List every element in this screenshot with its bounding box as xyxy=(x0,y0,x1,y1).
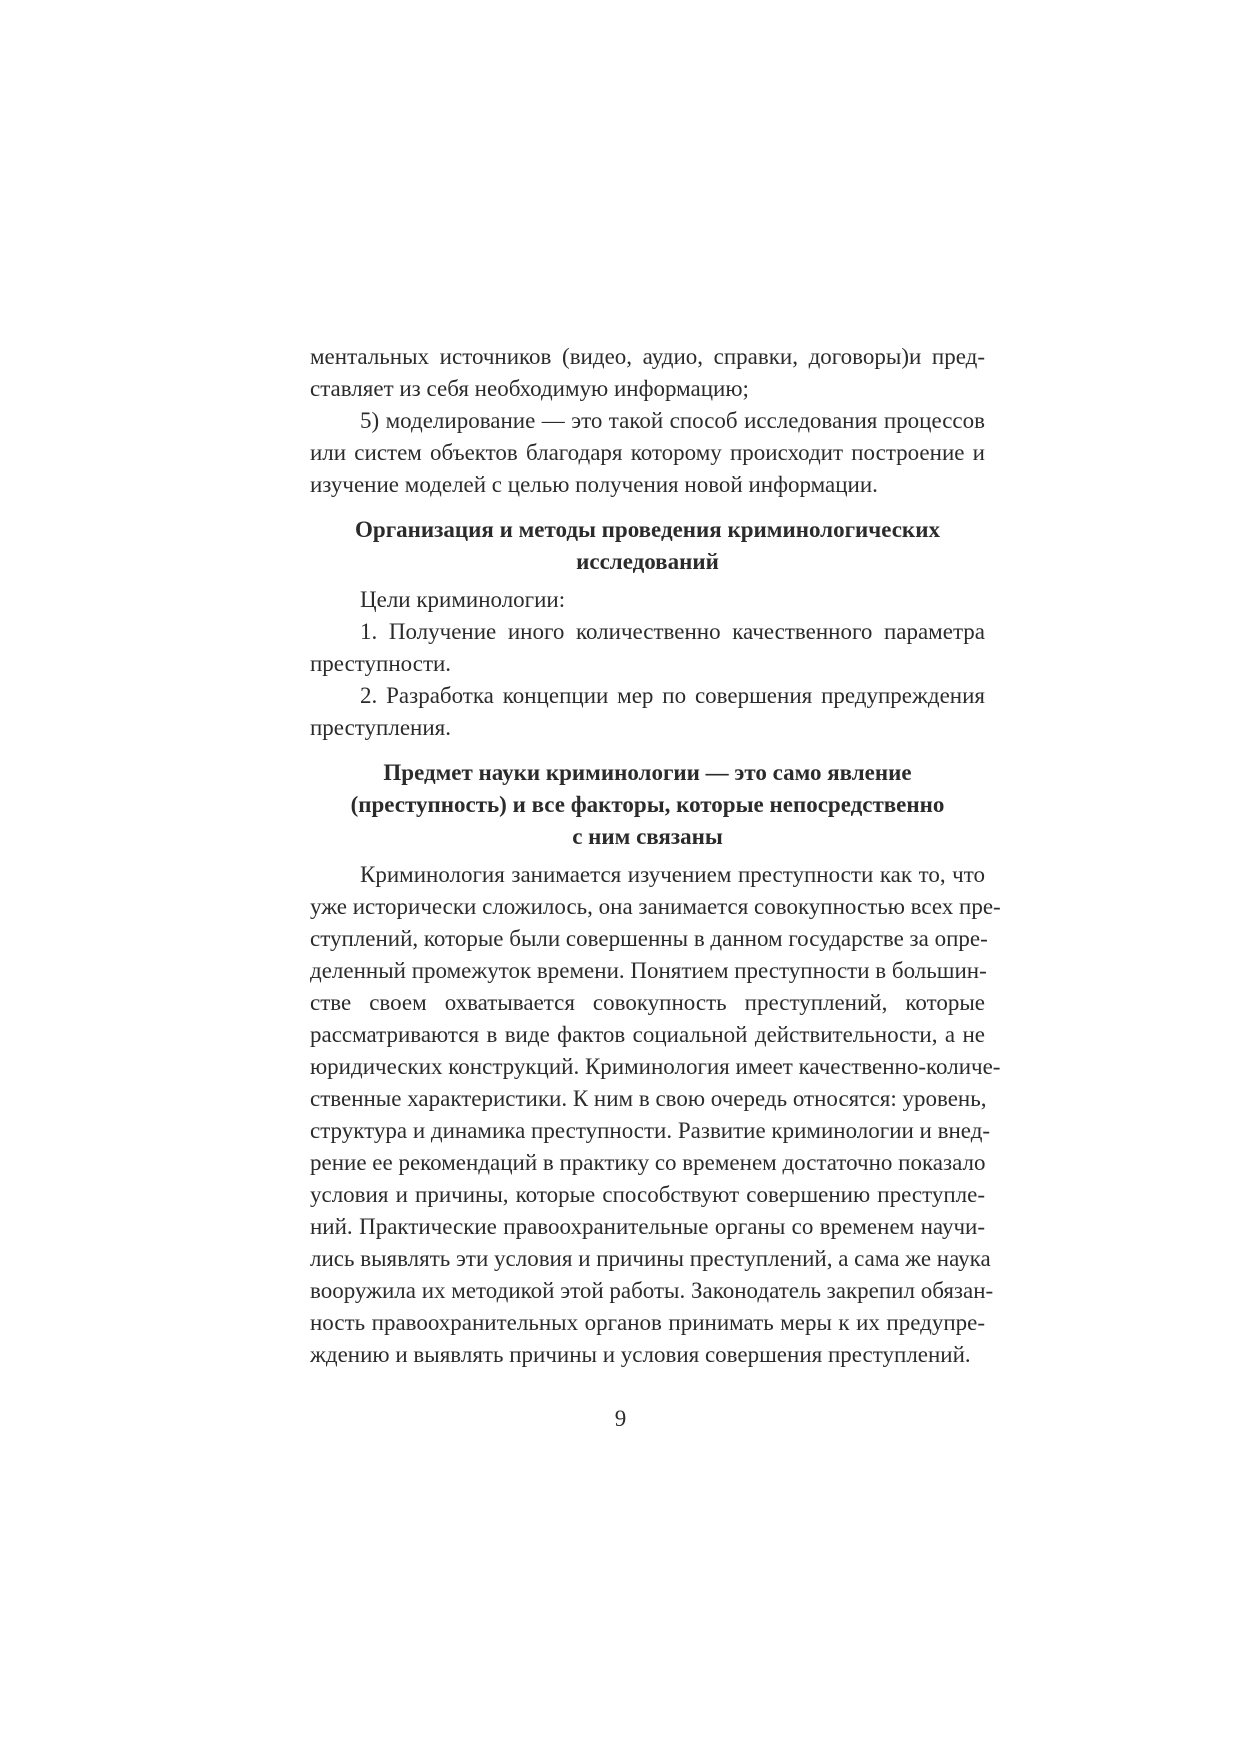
heading-line: Предмет науки криминологии — это само явление xyxy=(383,760,912,785)
body-line: преступления. xyxy=(310,715,451,740)
body-line: ний. Практические правоохранительные органы со временем научи- xyxy=(310,1214,985,1239)
body-line: изучение моделей с целью получения новой информации. xyxy=(310,472,878,497)
body-line: ставляет из себя необходимую информацию; xyxy=(310,376,749,401)
body-line: юридических конструкций. Криминология имеет качественно-количе- xyxy=(310,1054,1001,1079)
heading-line: Организация и методы проведения криминологических xyxy=(355,517,940,542)
body-line: стве своем охватывается совокупность преступлений, которые xyxy=(310,990,985,1015)
heading-line: с ним связаны xyxy=(572,824,723,849)
goals-list xyxy=(310,584,985,744)
list-item: 2. Разработка концепции мер по совершения предупреждения xyxy=(360,683,985,708)
page-number: 9 xyxy=(614,1406,627,1431)
section-heading xyxy=(310,757,985,853)
heading-line: (преступность) и все факторы, которые непосредственно xyxy=(350,792,945,817)
body-line: структура и динамика преступности. Развитие криминологии и внед- xyxy=(310,1118,991,1143)
body-line: условия и причины, которые способствуют совершению преступле- xyxy=(310,1182,985,1207)
body-line: рассматриваются в виде фактов социальной действительности, а не xyxy=(310,1022,985,1047)
section-heading xyxy=(310,514,985,578)
body-line: Криминология занимается изучением преступности как то, что xyxy=(360,862,985,887)
body-line: Цели криминологии: xyxy=(360,587,566,612)
body-line: вооружила их методикой этой работы. Законодатель закрепил обязан- xyxy=(310,1278,994,1303)
page-text xyxy=(310,341,1001,1371)
heading-line: исследований xyxy=(576,549,719,574)
body-line: ждению и выявлять причины и условия совершения преступлений. xyxy=(310,1342,971,1367)
list-item: 1. Получение иного количественно качественного параметра xyxy=(360,619,985,644)
body-line: ментальных источников (видео, аудио, справки, договоры)и пред- xyxy=(310,344,985,369)
intro-paragraphs xyxy=(310,341,985,501)
body-line: преступности. xyxy=(310,651,452,676)
body-paragraph xyxy=(310,859,1001,1371)
body-line: лись выявлять эти условия и причины преступлений, а сама же наука xyxy=(310,1246,991,1271)
body-line: уже исторически сложилось, она занимается совокупностью всех пре- xyxy=(310,894,1001,919)
body-line: ность правоохранительных органов принимать меры к их предупре- xyxy=(310,1310,985,1335)
body-line: или систем объектов благодаря которому происходит построение и xyxy=(310,440,985,465)
body-line: ственные характеристики. К ним в свою очередь относятся: уровень, xyxy=(310,1086,987,1111)
body-line: деленный промежуток времени. Понятием преступности в большин- xyxy=(310,958,987,983)
body-line: 5) моделирование — это такой способ исследования процессов xyxy=(360,408,985,433)
body-line: рение ее рекомендаций в практику со временем достаточно показало xyxy=(310,1150,986,1175)
body-line: ступлений, которые были совершенны в данном государстве за опре- xyxy=(310,926,988,951)
